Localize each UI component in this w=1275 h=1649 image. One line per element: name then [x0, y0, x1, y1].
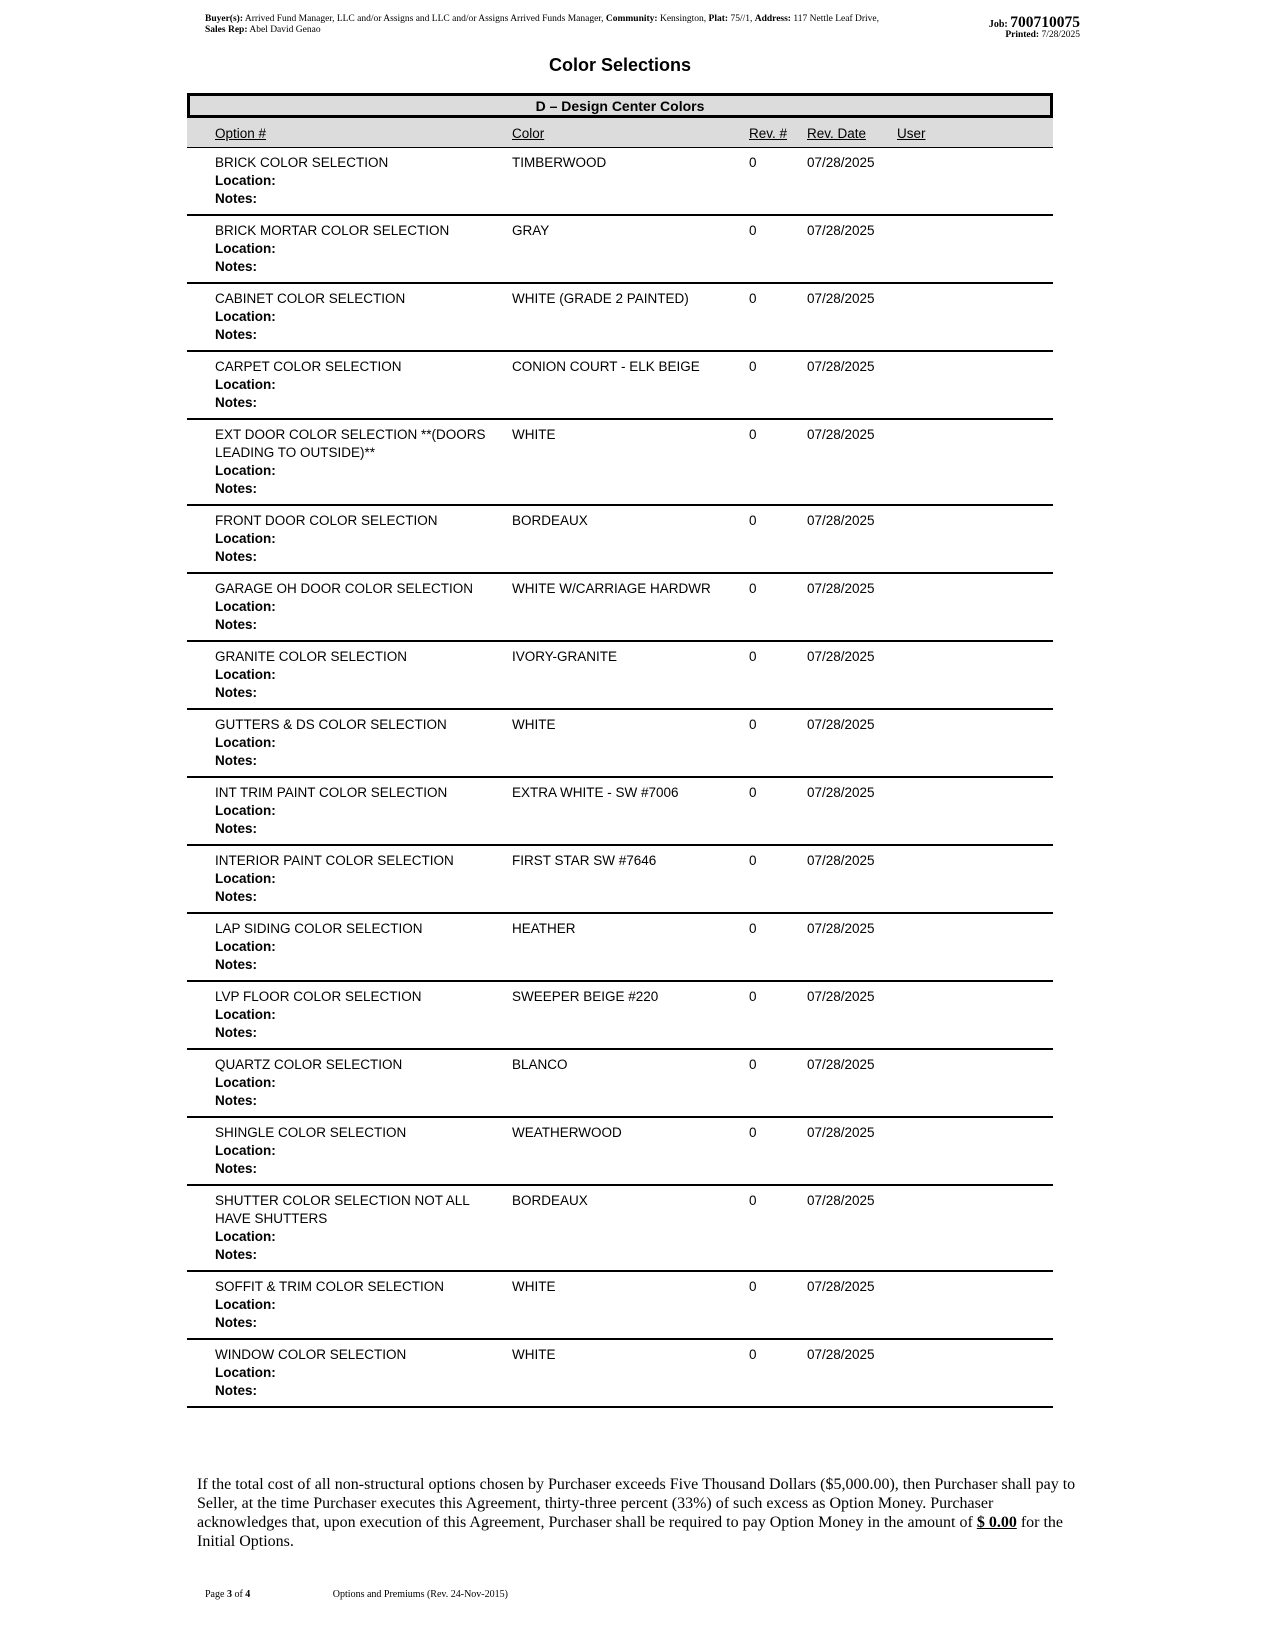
rev-date-value: 07/28/2025 — [807, 921, 875, 936]
column-header-rev-date: Rev. Date — [807, 126, 867, 141]
option-name: SHUTTER COLOR SELECTION NOT ALL HAVE SHUTTERS — [215, 1193, 470, 1226]
color-value: WHITE — [512, 1279, 556, 1294]
rev-date-value: 07/28/2025 — [807, 785, 875, 800]
rev-date-value: 07/28/2025 — [807, 649, 875, 664]
option-name: SOFFIT & TRIM COLOR SELECTION — [215, 1279, 445, 1294]
notes-label: Notes: — [215, 889, 258, 904]
rev-date-value: 07/28/2025 — [807, 513, 875, 528]
notes-label: Notes: — [215, 753, 258, 768]
table-row — [187, 506, 1053, 574]
table-row — [187, 1050, 1053, 1118]
rev-date-value: 07/28/2025 — [807, 1057, 875, 1072]
page-label: Page — [205, 1589, 225, 1600]
table-row — [187, 982, 1053, 1050]
option-cell — [215, 988, 495, 1042]
rev-date-value: 07/28/2025 — [807, 581, 875, 596]
job-number: 700710075 — [1010, 14, 1080, 31]
rev-value: 0 — [749, 291, 757, 306]
location-label: Location: — [215, 871, 276, 886]
rev-value: 0 — [749, 853, 757, 868]
location-label: Location: — [215, 939, 276, 954]
rev-value: 0 — [749, 581, 757, 596]
column-header-user: User — [897, 126, 926, 141]
option-name: LAP SIDING COLOR SELECTION — [215, 921, 423, 936]
rev-value: 0 — [749, 785, 757, 800]
option-cell — [215, 1124, 495, 1178]
section-header: D – Design Center Colors — [187, 93, 1053, 118]
rev-date-value: 07/28/2025 — [807, 223, 875, 238]
rev-value: 0 — [749, 223, 757, 238]
column-header-rev: Rev. # — [749, 126, 788, 141]
notes-label: Notes: — [215, 685, 258, 700]
table-row — [187, 148, 1053, 216]
buyer-label: Buyer(s): — [205, 14, 243, 24]
location-label: Location: — [215, 241, 276, 256]
rev-value: 0 — [749, 989, 757, 1004]
printed-label: Printed: — [1005, 30, 1040, 40]
color-value: WHITE — [512, 427, 556, 442]
notes-label: Notes: — [215, 957, 258, 972]
notes-label: Notes: — [215, 1383, 258, 1398]
option-cell — [215, 648, 495, 702]
page-total: 4 — [245, 1589, 251, 1600]
rev-value: 0 — [749, 921, 757, 936]
notes-label: Notes: — [215, 1093, 258, 1108]
option-name: INT TRIM PAINT COLOR SELECTION — [215, 785, 448, 800]
rev-date-value: 07/28/2025 — [807, 717, 875, 732]
location-label: Location: — [215, 531, 276, 546]
option-cell — [215, 1346, 495, 1400]
option-name: INTERIOR PAINT COLOR SELECTION — [215, 853, 454, 868]
option-cell — [215, 426, 495, 498]
table-row — [187, 1272, 1053, 1340]
color-value: FIRST STAR SW #7646 — [512, 853, 657, 868]
color-value: SWEEPER BEIGE #220 — [512, 989, 659, 1004]
location-label: Location: — [215, 173, 276, 188]
table-row — [187, 914, 1053, 982]
rev-value: 0 — [749, 717, 757, 732]
address-label: Address: — [754, 14, 791, 24]
rev-value: 0 — [749, 1125, 757, 1140]
table-row — [187, 846, 1053, 914]
color-value: WHITE — [512, 1347, 556, 1362]
table-row — [187, 284, 1053, 352]
notes-label: Notes: — [215, 1315, 258, 1330]
sales-rep-value: Abel David Genao — [249, 25, 321, 35]
color-value: EXTRA WHITE - SW #7006 — [512, 785, 679, 800]
table-body — [187, 148, 1053, 1408]
location-label: Location: — [215, 309, 276, 324]
option-name: CARPET COLOR SELECTION — [215, 359, 402, 374]
color-selections-table — [187, 93, 1053, 1408]
printed-date: 7/28/2025 — [1041, 30, 1080, 40]
rev-date-value: 07/28/2025 — [807, 155, 875, 170]
plat-label: Plat: — [708, 14, 729, 24]
location-label: Location: — [215, 377, 276, 392]
rev-date-value: 07/28/2025 — [807, 853, 875, 868]
column-header-option: Option # — [215, 126, 267, 141]
table-row — [187, 1340, 1053, 1408]
location-label: Location: — [215, 599, 276, 614]
table-row — [187, 352, 1053, 420]
table-row — [187, 574, 1053, 642]
page-number: 3 — [226, 1589, 232, 1600]
rev-date-value: 07/28/2025 — [807, 989, 875, 1004]
rev-value: 0 — [749, 1057, 757, 1072]
rev-value: 0 — [749, 155, 757, 170]
option-name: FRONT DOOR COLOR SELECTION — [215, 513, 438, 528]
option-name: WINDOW COLOR SELECTION — [215, 1347, 407, 1362]
notes-label: Notes: — [215, 1161, 258, 1176]
option-name: BRICK MORTAR COLOR SELECTION — [215, 223, 450, 238]
rev-value: 0 — [749, 427, 757, 442]
notes-label: Notes: — [215, 1247, 258, 1262]
option-cell — [215, 290, 495, 344]
color-value: HEATHER — [512, 921, 576, 936]
location-label: Location: — [215, 1143, 276, 1158]
location-label: Location: — [215, 735, 276, 750]
community-value: Kensington, — [659, 14, 707, 24]
notes-label: Notes: — [215, 327, 258, 342]
option-cell — [215, 852, 495, 906]
color-value: BORDEAUX — [512, 1193, 588, 1208]
column-header-color: Color — [512, 126, 545, 141]
table-row — [187, 710, 1053, 778]
table-row — [187, 216, 1053, 284]
table-row — [187, 1118, 1053, 1186]
notes-label: Notes: — [215, 549, 258, 564]
option-cell — [215, 512, 495, 566]
table-row — [187, 642, 1053, 710]
option-cell — [215, 580, 495, 634]
option-cell — [215, 1056, 495, 1110]
rev-value: 0 — [749, 1193, 757, 1208]
option-cell — [215, 920, 495, 974]
table-row — [187, 778, 1053, 846]
location-label: Location: — [215, 1229, 276, 1244]
option-cell — [215, 358, 495, 412]
color-value: WHITE — [512, 717, 556, 732]
option-cell — [215, 154, 495, 208]
option-cell — [215, 1192, 495, 1264]
notice-text: If the total cost of all non-structural options chosen by Purchaser exceeds Five Thousand Dollars ($5,000.00), then Purchaser shall pay to Seller, at the time Purchaser executes this Agreement, thirty-three percent (33%) of such excess as Option Money. Purchaser acknowledges that, upon execution of this Agreement, Purchaser shall be required to pay Option Money in the amount of — [197, 1476, 1076, 1531]
option-cell — [215, 716, 495, 770]
option-cell — [215, 222, 495, 276]
option-name: EXT DOOR COLOR SELECTION **(DOORS LEADING TO OUTSIDE)** — [215, 427, 486, 460]
rev-date-value: 07/28/2025 — [807, 1193, 875, 1208]
option-name: QUARTZ COLOR SELECTION — [215, 1057, 403, 1072]
location-label: Location: — [215, 463, 276, 478]
printed-line — [930, 30, 1080, 40]
location-label: Location: — [215, 803, 276, 818]
option-name: GARAGE OH DOOR COLOR SELECTION — [215, 581, 474, 596]
table-row — [187, 1186, 1053, 1272]
location-label: Location: — [215, 667, 276, 682]
color-value: WHITE W/CARRIAGE HARDWR — [512, 581, 711, 596]
notes-label: Notes: — [215, 191, 258, 206]
color-value: BLANCO — [512, 1057, 568, 1072]
rev-date-value: 07/28/2025 — [807, 1125, 875, 1140]
buyer-value: Arrived Fund Manager, LLC and/or Assigns and LLC and/or Assigns Arrived Funds Manager, — [244, 14, 604, 24]
color-value: CONION COURT - ELK BEIGE — [512, 359, 700, 374]
notice-text-end: for the Initial Options. — [197, 1514, 1064, 1550]
plat-value: 75//1, — [730, 14, 753, 24]
notes-label: Notes: — [215, 617, 258, 632]
option-name: SHINGLE COLOR SELECTION — [215, 1125, 407, 1140]
column-header-row — [187, 118, 1053, 148]
job-label: Job: — [988, 19, 1008, 30]
job-info — [930, 14, 1080, 40]
option-name: CABINET COLOR SELECTION — [215, 291, 406, 306]
document-name: Options and Premiums (Rev. 24-Nov-2015) — [332, 1589, 508, 1600]
option-money-amount: $ 0.00 — [976, 1514, 1017, 1531]
address-value: 117 Nettle Leaf Drive, — [793, 14, 879, 24]
option-name: LVP FLOOR COLOR SELECTION — [215, 989, 422, 1004]
option-name: BRICK COLOR SELECTION — [215, 155, 389, 170]
color-value: WEATHERWOOD — [512, 1125, 622, 1140]
rev-value: 0 — [749, 359, 757, 374]
color-value: GRAY — [512, 223, 550, 238]
rev-value: 0 — [749, 1347, 757, 1362]
option-name: GRANITE COLOR SELECTION — [215, 649, 408, 664]
page-title: Color Selections — [548, 55, 692, 75]
location-label: Location: — [215, 1297, 276, 1312]
option-name: GUTTERS & DS COLOR SELECTION — [215, 717, 447, 732]
notes-label: Notes: — [215, 481, 258, 496]
color-value: BORDEAUX — [512, 513, 588, 528]
option-money-notice — [197, 1475, 1087, 1551]
color-value: WHITE (GRADE 2 PAINTED) — [512, 291, 689, 306]
option-cell — [215, 1278, 495, 1332]
rev-date-value: 07/28/2025 — [807, 427, 875, 442]
notes-label: Notes: — [215, 259, 258, 274]
rev-date-value: 07/28/2025 — [807, 1279, 875, 1294]
rev-value: 0 — [749, 513, 757, 528]
location-label: Location: — [215, 1007, 276, 1022]
community-label: Community: — [605, 14, 658, 24]
notes-label: Notes: — [215, 821, 258, 836]
sales-rep-label: Sales Rep: — [205, 25, 248, 35]
location-label: Location: — [215, 1365, 276, 1380]
rev-value: 0 — [749, 649, 757, 664]
color-value: TIMBERWOOD — [512, 155, 607, 170]
color-value: IVORY-GRANITE — [512, 649, 618, 664]
notes-label: Notes: — [215, 395, 258, 410]
option-cell — [215, 784, 495, 838]
rev-date-value: 07/28/2025 — [807, 359, 875, 374]
table-row — [187, 420, 1053, 506]
rev-date-value: 07/28/2025 — [807, 1347, 875, 1362]
rev-date-value: 07/28/2025 — [807, 291, 875, 306]
location-label: Location: — [215, 1075, 276, 1090]
page-of: of — [234, 1589, 243, 1600]
page-footer — [205, 1589, 508, 1600]
notes-label: Notes: — [215, 1025, 258, 1040]
rev-value: 0 — [749, 1279, 757, 1294]
